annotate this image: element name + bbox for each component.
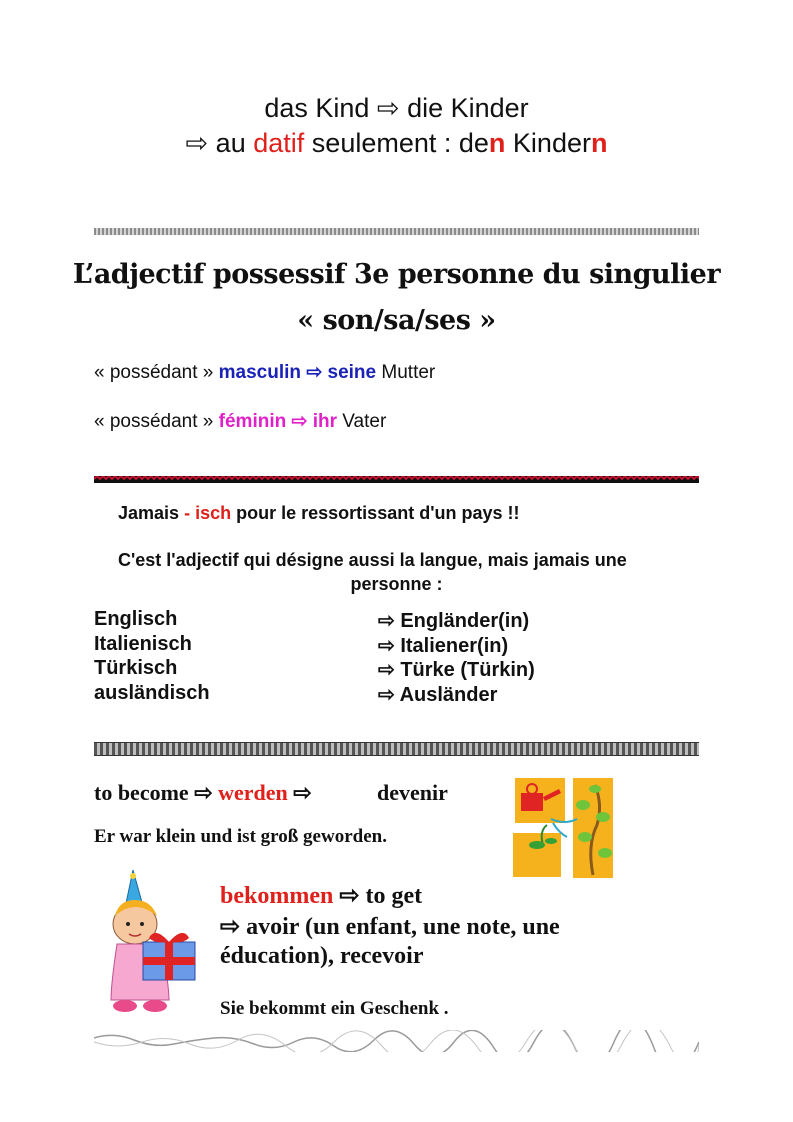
isch-note-line-3: personne : — [350, 574, 443, 594]
bekommen-line — [220, 881, 422, 910]
separator-decorative — [94, 476, 699, 483]
arrow-icon: ⇨ — [306, 362, 323, 383]
section-title-line-1: L’adjectif possessif 3e personne du singulier — [72, 259, 721, 290]
possessive-prefix: « possédant » — [94, 362, 214, 383]
plant-growth-icon — [511, 775, 616, 880]
language-person-text: Ausländer — [399, 684, 498, 706]
header-n-ending: n — [488, 128, 506, 158]
arrow-icon: ⇨ — [194, 780, 213, 805]
header-line-1 — [0, 93, 793, 124]
bekommen-french-line-2: éducation), recevoir — [220, 943, 424, 969]
language-person — [378, 657, 535, 682]
header-word-plural: die Kinder — [407, 93, 529, 123]
language-person — [378, 682, 497, 707]
bekommen-german: bekommen — [220, 883, 334, 909]
arrow-icon: ⇨ — [376, 93, 400, 123]
language-adjective: Englisch — [94, 608, 178, 630]
language-person — [378, 608, 529, 633]
separator-grey — [94, 228, 699, 235]
arrow-icon: ⇨ — [339, 883, 360, 909]
arrow-icon: ⇨ — [378, 635, 395, 657]
possessive-form: seine — [327, 362, 377, 383]
arrow-icon: ⇨ — [185, 128, 209, 158]
language-adjective: Italienisch — [94, 633, 192, 655]
language-person-text: Türke (Türkin) — [400, 659, 535, 681]
header-seulement: seulement : de — [311, 128, 489, 158]
possessive-noun: Vater — [342, 411, 387, 432]
header-au: au — [215, 128, 246, 158]
header-line-2 — [0, 128, 793, 159]
section-title-line-2: « son/sa/ses » — [297, 305, 496, 336]
isch-note-line-1 — [118, 503, 519, 524]
bekommen-example: Sie bekommt ein Geschenk . — [220, 998, 449, 1019]
possessive-noun: Mutter — [381, 362, 436, 383]
possessive-gender: masculin — [218, 362, 302, 383]
arrow-icon: ⇨ — [378, 610, 395, 632]
arrow-icon: ⇨ — [378, 684, 395, 706]
isch-note-jamais: Jamais — [118, 503, 180, 523]
bekommen-french-line-1 — [220, 912, 560, 941]
arrow-icon: ⇨ — [291, 411, 308, 432]
werden-german: werden — [218, 780, 288, 805]
language-person-text: Italiener(in) — [400, 635, 509, 657]
isch-note-suffix: isch — [195, 503, 232, 523]
language-person — [378, 633, 508, 658]
language-adjective: ausländisch — [94, 682, 210, 704]
werden-french: devenir — [377, 780, 448, 805]
werden-line — [94, 780, 312, 806]
possessive-row — [94, 361, 435, 384]
header-word-singular: das Kind — [264, 93, 370, 123]
arrow-icon: ⇨ — [220, 914, 241, 940]
possessive-gender: féminin — [218, 411, 287, 432]
isch-note-text: pour le ressortissant d'un pays !! — [236, 503, 520, 523]
possessive-prefix: « possédant » — [94, 411, 214, 432]
bekommen-english: to get — [365, 883, 423, 909]
isch-note-dash: - — [184, 503, 191, 523]
header-kinder: Kinder — [512, 128, 591, 158]
arrow-icon: ⇨ — [293, 780, 312, 805]
separator-torn-paper — [94, 1030, 699, 1052]
arrow-icon: ⇨ — [378, 659, 395, 681]
werden-example: Er war klein und ist groß geworden. — [94, 826, 387, 847]
language-adjective: Türkisch — [94, 657, 178, 679]
possessive-row — [94, 410, 386, 433]
separator-greek-key — [94, 742, 699, 756]
header-datif: datif — [253, 128, 305, 158]
header-n-ending: n — [590, 128, 608, 158]
bekommen-french-text: avoir (un enfant, une note, une — [246, 914, 560, 940]
possessive-form: ihr — [312, 411, 337, 432]
isch-note-line-2: C'est l'adjectif qui désigne aussi la langue, mais jamais une — [118, 550, 627, 570]
werden-english: to become — [94, 780, 189, 805]
language-person-text: Engländer(in) — [400, 610, 530, 632]
girl-with-gift-icon — [103, 868, 207, 1016]
